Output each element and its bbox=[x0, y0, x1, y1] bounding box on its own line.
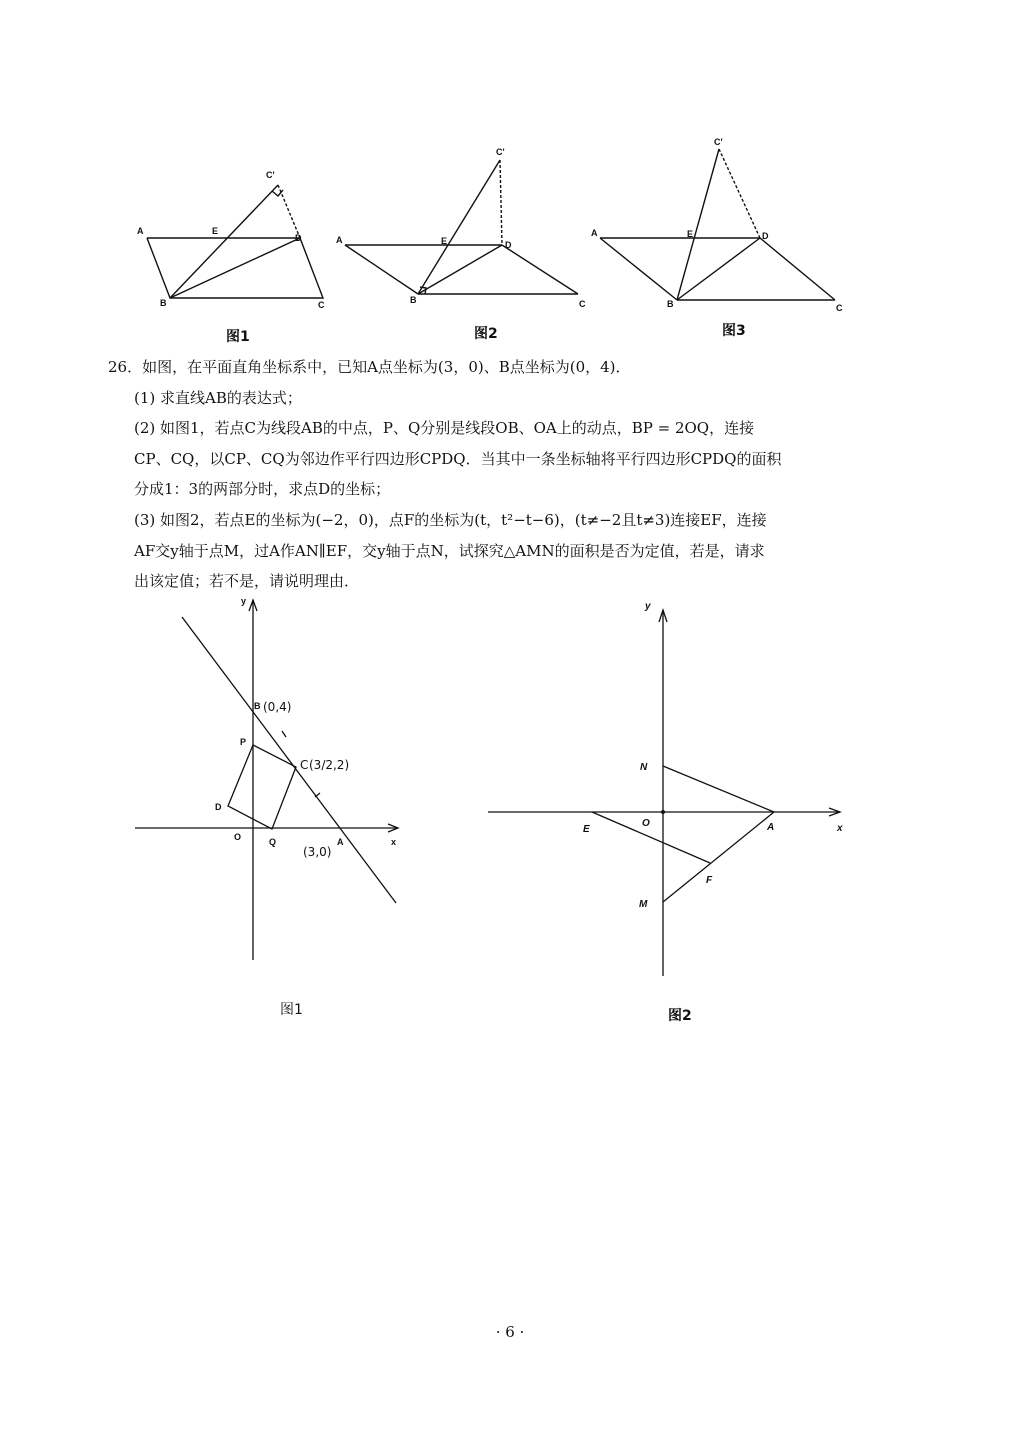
label-y-axis: y bbox=[645, 601, 651, 612]
top-figure-2-caption: 图2 bbox=[474, 326, 498, 342]
label-N: N bbox=[640, 762, 648, 773]
problem-stem: 26．如图，在平面直角坐标系中，已知A点坐标为(3，0)、B点坐标为(0，4)． bbox=[108, 358, 631, 376]
label-B: B bbox=[254, 701, 261, 711]
label-B: B bbox=[667, 299, 674, 309]
label-Q: Q bbox=[269, 837, 277, 847]
top-figure-3 bbox=[585, 135, 855, 320]
label-P: P bbox=[240, 737, 247, 747]
label-O: O bbox=[642, 818, 650, 829]
label-D: D bbox=[295, 233, 302, 243]
problem-part3-line1: (3) 如图2，若点E的坐标为(−2，0)，点F的坐标为(t，t²−t−6)，(t≠−2且t≠3)连接EF，连接 bbox=[134, 510, 767, 529]
label-C-prime: C' bbox=[714, 137, 723, 147]
label-A: A bbox=[767, 822, 775, 833]
label-C: C bbox=[836, 303, 843, 313]
label-C: C bbox=[300, 758, 309, 772]
label-A: A bbox=[137, 226, 144, 236]
page-number: · 6 · bbox=[495, 1323, 525, 1341]
label-D: D bbox=[215, 802, 222, 812]
label-x-axis: x bbox=[837, 823, 843, 834]
label-D: D bbox=[505, 240, 512, 250]
label-B-coord: (0,4) bbox=[263, 700, 292, 714]
label-O: O bbox=[234, 832, 242, 842]
top-figure-3-caption: 图3 bbox=[722, 323, 746, 339]
problem-part2-line1: (2) 如图1，若点C为线段AB的中点，P、Q分别是线段OB、OA上的动点，BP = 2OQ，连接 bbox=[134, 419, 755, 438]
label-A: A bbox=[336, 235, 343, 245]
label-A: A bbox=[591, 228, 598, 238]
top-figure-1 bbox=[135, 160, 335, 320]
label-D: D bbox=[762, 231, 769, 241]
problem-part2-line2: CP、CQ，以CP、CQ为邻边作平行四边形CPDQ．当其中一条坐标轴将平行四边形CPDQ的面积 bbox=[134, 449, 782, 468]
label-A-coord: (3,0) bbox=[303, 845, 332, 859]
bottom-figure-2 bbox=[480, 598, 860, 983]
label-F: F bbox=[706, 875, 713, 886]
label-M: M bbox=[639, 899, 648, 910]
label-C-coord: (3/2,2) bbox=[309, 758, 350, 772]
bottom-figure-2-caption: 图2 bbox=[668, 1008, 692, 1024]
label-A: A bbox=[337, 837, 344, 847]
label-C: C bbox=[318, 300, 325, 310]
label-C: C bbox=[579, 299, 586, 309]
problem-part3-line3: 出该定值；若不是，请说明理由． bbox=[134, 572, 360, 591]
label-E: E bbox=[687, 229, 694, 239]
problem-part2-line3: 分成1：3的两部分时，求点D的坐标； bbox=[134, 480, 391, 499]
label-C-prime: C' bbox=[266, 170, 275, 180]
top-figure-1-caption: 图1 bbox=[226, 329, 250, 345]
label-y-axis: y bbox=[241, 596, 247, 606]
problem-part3-line2: AF交y轴于点M，过A作AN∥EF，交y轴于点N，试探究△AMN的面积是否为定值，若是，请求 bbox=[134, 541, 765, 560]
label-C-prime: C' bbox=[496, 147, 505, 157]
label-B: B bbox=[160, 298, 167, 308]
problem-part1: (1) 求直线AB的表达式； bbox=[134, 388, 302, 407]
label-E: E bbox=[441, 236, 448, 246]
label-B: B bbox=[410, 295, 417, 305]
bottom-figure-1-caption: 图1 bbox=[280, 1002, 303, 1018]
label-E: E bbox=[212, 226, 219, 236]
top-figure-2 bbox=[330, 142, 600, 317]
bottom-figure-1 bbox=[130, 595, 410, 975]
problem-26 bbox=[108, 352, 918, 597]
label-E: E bbox=[583, 824, 590, 835]
label-x-axis: x bbox=[391, 837, 397, 847]
